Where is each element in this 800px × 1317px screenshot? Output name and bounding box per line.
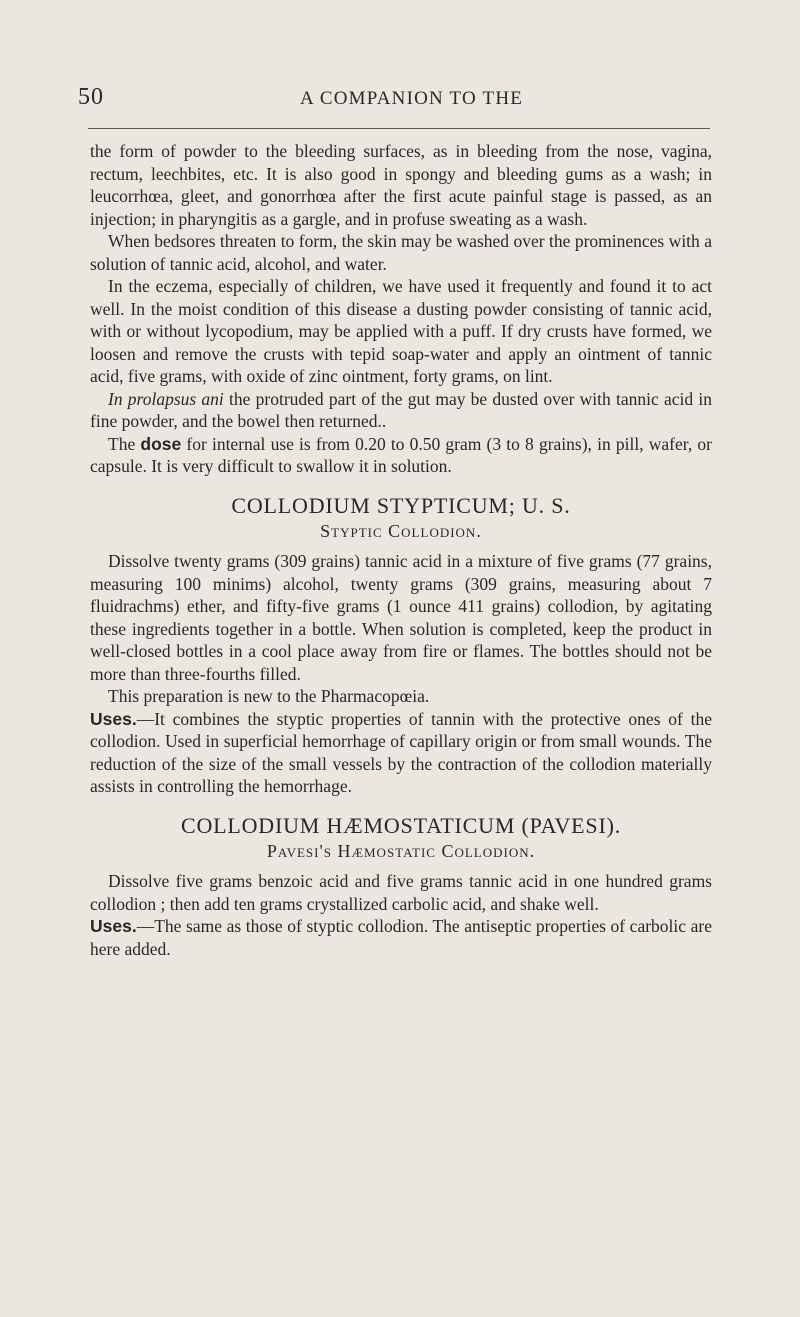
section-subheading-styptic: Styptic Collodion. (320, 520, 482, 541)
prolapsus-italic: In prolapsus ani (108, 388, 224, 409)
section-heading-pavesi: COLLODIUM HÆMOSTATICUM (PAVESI). (180, 812, 622, 838)
dose-lead: The (108, 433, 141, 454)
paragraph-dose (90, 433, 712, 478)
paragraph-uses-pavesi (90, 915, 712, 960)
paragraph-eczema: In the eczema, especially of children, we have used it frequently and found it to act well. In the moist condition of this disease a dusting powder consisting of tannic acid, with or without lycopodium, may be applied with a puff. If dry crusts have formed, we loosen and remove the crusts with tepid soap-water and apply an ointment of tannic acid, five grams, with oxide of zinc ointment, forty grams, on lint. (90, 276, 712, 386)
body-text (90, 140, 712, 960)
paragraph-dissolve-pavesi: Dissolve five grams benzoic acid and five grams tannic acid in one hundred grams collodion ; then add ten grams crystallized carbolic acid, and shake well. (90, 871, 712, 914)
uses-text-pavesi: —The same as those of styptic collodion. The antiseptic properties of carbolic are here added. (90, 916, 712, 959)
uses-text-styptic: —It combines the styptic properties of tannin with the protective ones of the collodion. Used in superficial hemorrhage of capillary origin or from small wounds. The reduction of the size of the small vessels by the contraction of the collodion materially assists in controlling the hemorrhage. (90, 708, 712, 796)
prolapsus-text: the protruded part of the gut may be dusted over with tannic acid in fine powder, and the bowel then returned.. (90, 388, 712, 431)
section-subheading-pavesi: Pavesi's Hæmostatic Collodion. (266, 840, 536, 861)
dose-text: for internal use is from 0.20 to 0.50 gram (3 to 8 grains), in pill, wafer, or capsule. It is very difficult to swallow it in solution. (90, 433, 712, 476)
paragraph-dissolve-styptic: Dissolve twenty grams (309 grains) tannic acid in a mixture of five grams (77 grains, measuring 100 minims) alcohol, twenty grams (309 grains, measuring about 7 fluidrachms) ether, and fifty-five grams (1 ounce 411 grains) collodion, by agitating these ingredients together in a bottle. When solution is completed, keep the product in well-closed bottles in a cool place away from fire or flames. The bottles should not be more than three-fourths filled. (90, 551, 712, 684)
uses-label-styptic: Uses. (90, 708, 137, 729)
running-title: A COMPANION TO THE (300, 88, 524, 109)
paragraph-pharmacopoeia: This preparation is new to the Pharmacopœia. (108, 686, 430, 706)
page-number: 50 (78, 84, 104, 110)
paragraph-prolapsus (90, 388, 712, 433)
page-header (0, 84, 800, 114)
paragraph-uses-styptic (90, 708, 712, 798)
uses-label-pavesi: Uses. (90, 916, 137, 936)
section-heading-styptic: COLLODIUM STYPTICUM; U. S. (231, 492, 571, 518)
paragraph-bedsores: When bedsores threaten to form, the skin may be washed over the prominences with a solution of tannic acid, alcohol, and water. (90, 231, 712, 274)
paragraph-continued: the form of powder to the bleeding surfaces, as in bleeding from the nose, vagina, rectum, leechbites, etc. It is also good in spongy and bleeding gums as a wash; in leucorrhœa, gleet, and gonorrhœa after the first acute painful stage is passed, as an injection; in pharyngitis as a gargle, and in profuse sweating as a wash. (90, 141, 712, 229)
dose-bold: dose (140, 433, 182, 454)
header-rule (88, 128, 710, 129)
